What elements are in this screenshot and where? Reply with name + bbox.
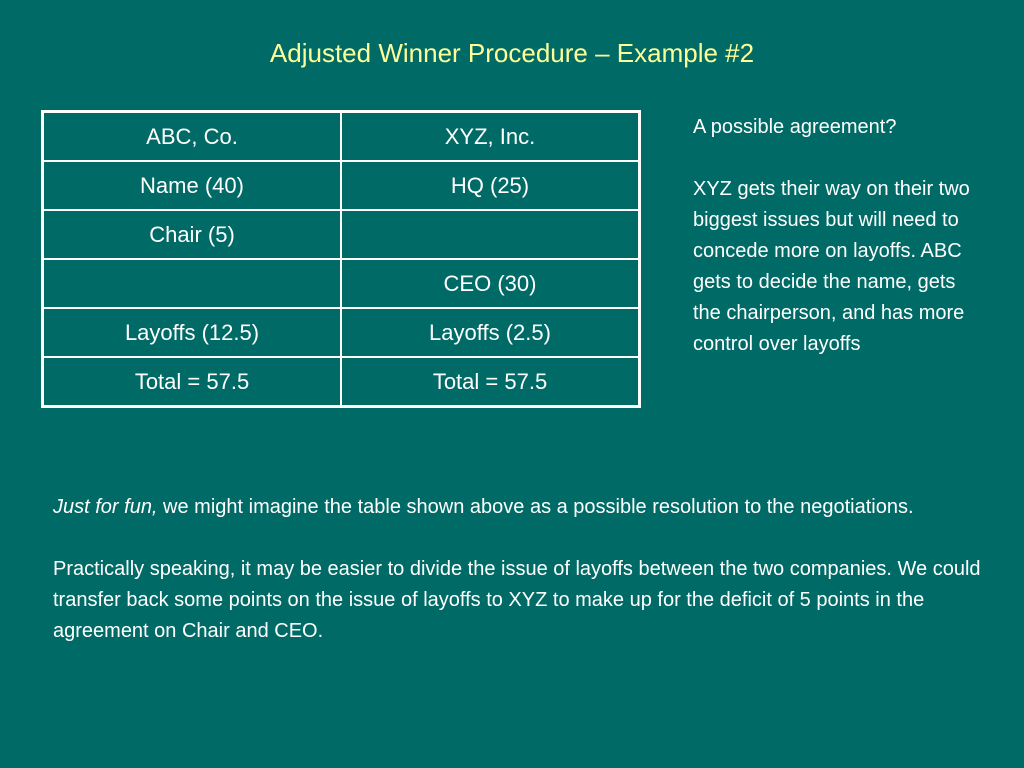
table-cell: Chair (5) (43, 210, 342, 259)
table-cell: ABC, Co. (43, 112, 342, 162)
table-row (43, 210, 640, 259)
table-cell: Layoffs (12.5) (43, 308, 342, 357)
table-row (43, 259, 640, 308)
table-cell: HQ (25) (341, 161, 640, 210)
table-cell (341, 210, 640, 259)
table-row (43, 308, 640, 357)
table-cell: Name (40) (43, 161, 342, 210)
table-row (43, 161, 640, 210)
table-row (43, 357, 640, 407)
agreement-table (41, 110, 641, 408)
table-cell: CEO (30) (341, 259, 640, 308)
table-cell: Total = 57.5 (341, 357, 640, 407)
table-cell: XYZ, Inc. (341, 112, 640, 162)
italic-lead: Just for fun, (53, 496, 158, 518)
slide-title: Adjusted Winner Procedure – Example #2 (269, 38, 755, 68)
table-cell: Layoffs (2.5) (341, 308, 640, 357)
table-cell (43, 259, 342, 308)
side-note-explanation: XYZ gets their way on their two biggest issues but will need to concede more on layoffs. ABC gets to decide the name, gets the chairperson, and has more control over layoffs (693, 178, 970, 355)
side-note (693, 112, 973, 360)
body-paragraph-1 (53, 492, 983, 523)
side-note-question: A possible agreement? (693, 116, 897, 138)
body-paragraph-1-text: we might imagine the table shown above as a possible resolution to the negotiations. (157, 496, 914, 518)
body-paragraph-2: Practically speaking, it may be easier to divide the issue of layoffs between the two companies. We could transfer back some points on the issue of layoffs to XYZ to make up for the deficit of 5 points in the agreement on Chair and CEO. (53, 558, 981, 642)
table-cell: Total = 57.5 (43, 357, 342, 407)
table-row (43, 112, 640, 162)
body-text (53, 492, 983, 647)
